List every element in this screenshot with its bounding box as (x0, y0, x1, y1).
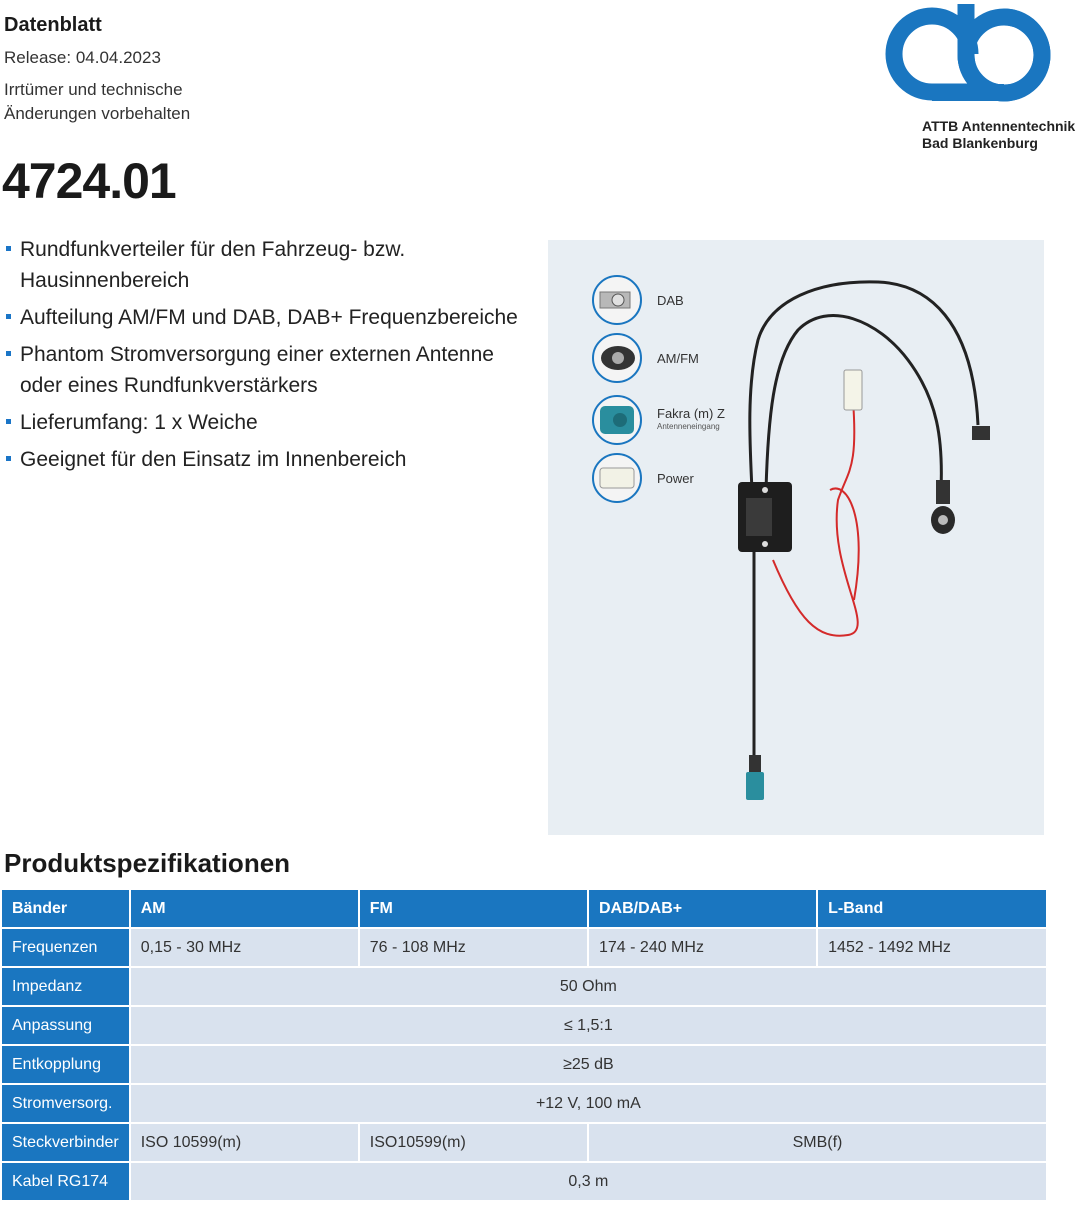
table-row (2, 1124, 1048, 1161)
company-name-line1: ATTB Antennentechnik (922, 118, 1076, 134)
company-name-line2: Bad Blankenburg (922, 135, 1038, 151)
table-cell: ≤ 1,5:1 (131, 1007, 1048, 1044)
bullet-icon (6, 351, 11, 356)
power-plug (844, 370, 862, 410)
feature-item: Phantom Stromversorgung einer externen Antenne oder eines Rundfunkverstärkers (6, 339, 526, 401)
fakra-end-connector (746, 755, 764, 800)
bullet-icon (6, 456, 11, 461)
table-cell: SMB(f) (589, 1124, 1048, 1161)
spec-table (2, 888, 1048, 1202)
table-row (2, 1046, 1048, 1083)
table-cell: 76 - 108 MHz (360, 929, 589, 966)
row-label-steckverbinder: Steckverbinder (2, 1124, 131, 1161)
bullet-icon (6, 246, 11, 251)
feature-item: Lieferumfang: 1 x Weiche (6, 407, 526, 438)
row-label-anpassung: Anpassung (2, 1007, 131, 1044)
row-label-entkopplung: Entkopplung (2, 1046, 131, 1083)
table-cell: ISO10599(m) (360, 1124, 589, 1161)
table-cell: 0,15 - 30 MHz (131, 929, 360, 966)
header-cell-am: AM (131, 890, 360, 927)
product-photo (548, 240, 1044, 835)
amfm-connector-icon (593, 334, 641, 382)
table-cell: ISO 10599(m) (131, 1124, 360, 1161)
legend-fakra-sub: Antenneneingang (657, 422, 720, 431)
table-cell: ≥25 dB (131, 1046, 1048, 1083)
document-type-label: Datenblatt (4, 14, 102, 36)
header-cell-lband: L-Band (818, 890, 1048, 927)
row-label-impedanz: Impedanz (2, 968, 131, 1005)
power-connector-icon (593, 454, 641, 502)
product-number: 4724.01 (2, 153, 176, 209)
feature-item: Rundfunkverteiler für den Fahrzeug- bzw. Hausinnenbereich (6, 234, 526, 296)
header-cell-dab: DAB/DAB+ (589, 890, 818, 927)
splitter-box (738, 482, 792, 552)
product-illustration (548, 240, 1044, 835)
legend-dab: DAB (657, 293, 684, 308)
dab-end-connector (972, 426, 990, 440)
table-cell: +12 V, 100 mA (131, 1085, 1048, 1122)
fakra-connector-icon (593, 396, 641, 444)
table-cell: 50 Ohm (131, 968, 1048, 1005)
feature-list (6, 234, 526, 481)
feature-item: Geeignet für den Einsatz im Innenbereich (6, 444, 526, 475)
row-label-kabel: Kabel RG174 (2, 1163, 131, 1200)
header-cell-baender: Bänder (2, 890, 131, 927)
table-cell: 0,3 m (131, 1163, 1048, 1200)
spec-section-title: Produktspezifikationen (4, 848, 291, 878)
disclaimer-text: Irrtümer und technische Änderungen vorbehalten (4, 80, 191, 123)
company-name (922, 118, 1075, 152)
dab-connector-icon (593, 276, 641, 324)
row-label-frequenzen: Frequenzen (2, 929, 131, 966)
bullet-icon (6, 419, 11, 424)
bullet-icon (6, 314, 11, 319)
amfm-end-connector (931, 480, 955, 534)
table-cell: 174 - 240 MHz (589, 929, 818, 966)
table-row (2, 968, 1048, 1005)
table-row (2, 1163, 1048, 1200)
legend-power: Power (657, 471, 694, 486)
legend-fakra: Fakra (m) Z (657, 406, 725, 421)
legend-amfm: AM/FM (657, 351, 699, 366)
header-cell-fm: FM (360, 890, 589, 927)
table-header-row (2, 890, 1048, 927)
release-date: Release: 04.04.2023 (4, 48, 161, 67)
feature-item: Aufteilung AM/FM und DAB, DAB+ Frequenzbereiche (6, 302, 526, 333)
table-row (2, 929, 1048, 966)
table-cell: 1452 - 1492 MHz (818, 929, 1048, 966)
table-row (2, 1085, 1048, 1122)
row-label-stromversorgung: Stromversorg. (2, 1085, 131, 1122)
table-row (2, 1007, 1048, 1044)
